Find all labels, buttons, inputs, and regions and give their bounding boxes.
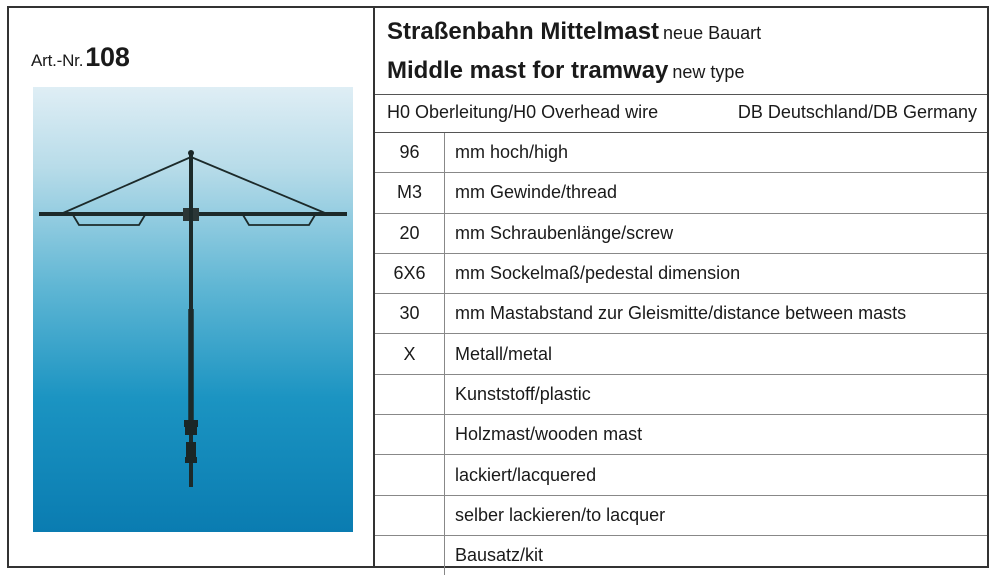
spec-label: mm Gewinde/thread: [455, 182, 618, 203]
category-region: DB Deutschland/DB Germany: [737, 102, 977, 122]
spec-row: [375, 495, 987, 535]
title-english-main: Middle mast for tramway: [387, 57, 669, 84]
spec-code: [375, 375, 445, 414]
spec-row: [375, 132, 987, 172]
spec-row: [375, 414, 987, 454]
title-english-sub: new type: [672, 62, 745, 82]
spec-row: [375, 374, 987, 414]
mast-illustration: [33, 87, 353, 532]
article-number-value: 108: [85, 42, 130, 72]
spec-row: [375, 454, 987, 494]
title-english: [387, 57, 744, 85]
spec-label: mm Schraubenlänge/screw: [455, 222, 674, 243]
title-german-main: Straßenbahn Mittelmast: [387, 18, 660, 45]
spec-code: [375, 415, 445, 454]
spec-label: mm hoch/high: [455, 142, 569, 163]
spec-code: [375, 496, 445, 535]
spec-code: [375, 536, 445, 575]
spec-label: Kunststoff/plastic: [455, 383, 591, 404]
spec-table: [375, 132, 987, 575]
article-prefix: Art.-Nr.: [31, 51, 84, 70]
product-sheet: [7, 6, 989, 568]
spec-row: [375, 213, 987, 253]
spec-label: selber lackieren/to lacquer: [455, 504, 666, 525]
spec-label: lackiert/lacquered: [455, 464, 597, 485]
spec-label: Holzmast/wooden mast: [455, 424, 643, 445]
spec-code: 20: [375, 214, 445, 253]
product-photo: [33, 87, 353, 532]
spec-code: X: [375, 334, 445, 373]
spec-row: [375, 535, 987, 575]
right-panel: [375, 8, 987, 566]
spec-label: mm Mastabstand zur Gleismitte/distance between masts: [455, 303, 907, 324]
title-german: [387, 18, 761, 46]
spec-code: 30: [375, 294, 445, 333]
spec-label: mm Sockelmaß/pedestal dimension: [455, 263, 741, 284]
title-german-sub: neue Bauart: [663, 23, 762, 43]
spec-label: Metall/metal: [455, 343, 553, 364]
spec-label: Bausatz/kit: [455, 545, 544, 566]
divider: [375, 94, 987, 95]
left-panel: [9, 8, 375, 566]
spec-row: [375, 333, 987, 373]
spec-code: M3: [375, 173, 445, 212]
spec-code: 96: [375, 133, 445, 172]
category-wire: H0 Oberleitung/H0 Overhead wire: [387, 102, 659, 122]
spec-row: [375, 253, 987, 293]
spec-code: 6X6: [375, 254, 445, 293]
article-number: [31, 42, 130, 73]
spec-row: [375, 293, 987, 333]
spec-row: [375, 172, 987, 212]
spec-code: [375, 455, 445, 494]
